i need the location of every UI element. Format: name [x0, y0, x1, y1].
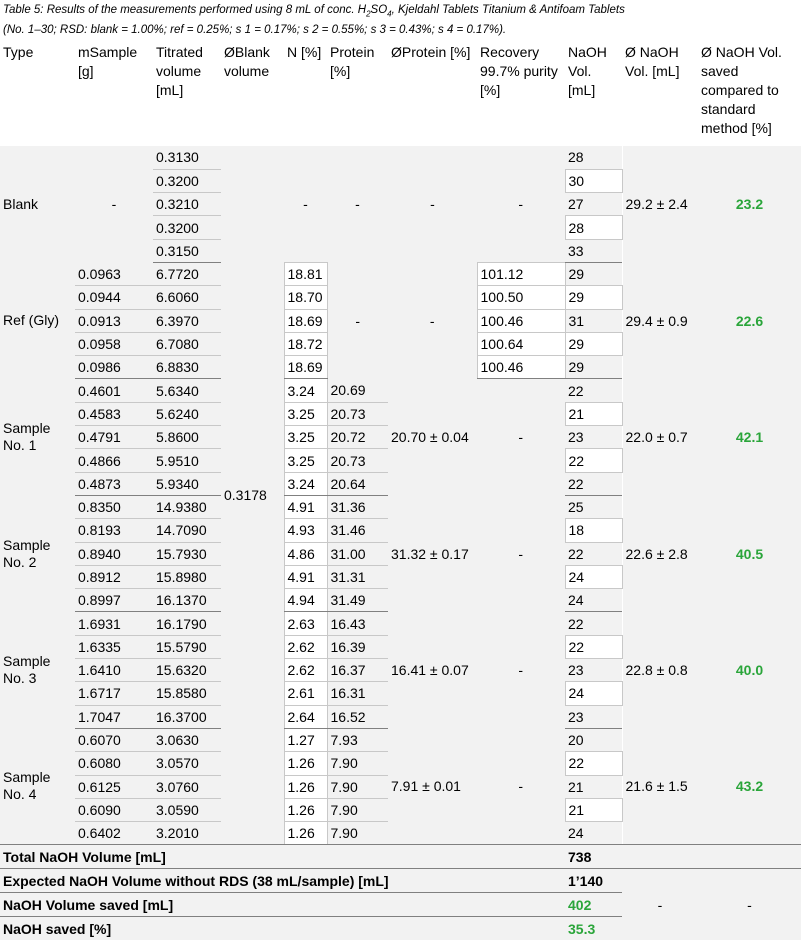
- naoh-vol-cell: 22: [565, 379, 622, 402]
- summary-empty: [622, 845, 801, 869]
- n-cell: 4.86: [284, 542, 327, 565]
- titrated-cell: 6.3970: [153, 309, 221, 332]
- summary-value: 1’140: [565, 869, 622, 893]
- naoh-saved-cell: 22.6: [698, 262, 801, 378]
- n-cell: 3.25: [284, 426, 327, 449]
- naoh-vol-cell: 27: [565, 193, 622, 216]
- protein-cell: 31.49: [327, 589, 388, 612]
- msample-cell: 1.6931: [75, 612, 153, 635]
- titrated-cell: 5.6340: [153, 379, 221, 402]
- msample-cell: 0.6402: [75, 822, 153, 845]
- header-type: Type: [3, 44, 34, 60]
- naoh-vol-cell: 22: [565, 752, 622, 775]
- titrated-cell: 16.1790: [153, 612, 221, 635]
- titrated-cell: 6.6060: [153, 286, 221, 309]
- summary-label: NaOH saved [%]: [0, 917, 565, 940]
- naoh-saved-cell: 23.2: [698, 146, 801, 262]
- recovery-cell: 100.46: [477, 356, 565, 379]
- msample-cell: 0.8350: [75, 495, 153, 518]
- naoh-vol-cell: 21: [565, 402, 622, 425]
- protein-cell: 31.46: [327, 519, 388, 542]
- msample-cell: 0.0986: [75, 356, 153, 379]
- msample-cell: 1.7047: [75, 705, 153, 728]
- titrated-cell: 5.8600: [153, 426, 221, 449]
- summary-row: [0, 869, 801, 893]
- avg-protein-cell: 31.32 ± 0.17: [388, 495, 477, 611]
- titrated-cell: 14.9380: [153, 495, 221, 518]
- header-blank: ØBlank volume: [224, 44, 270, 79]
- titrated-cell: 0.3200: [153, 169, 221, 192]
- titrated-cell: 6.8830: [153, 356, 221, 379]
- titrated-cell: 3.0760: [153, 775, 221, 798]
- protein-cell: 31.31: [327, 565, 388, 588]
- protein-cell: 7.90: [327, 752, 388, 775]
- row-type: Blank: [0, 146, 75, 262]
- n-cell: 3.25: [284, 402, 327, 425]
- summary-value: 35.3: [565, 917, 622, 940]
- naoh-vol-cell: 28: [565, 216, 622, 239]
- protein-cell: 16.37: [327, 659, 388, 682]
- n-cell: 2.64: [284, 705, 327, 728]
- titrated-cell: 6.7080: [153, 332, 221, 355]
- row-type: Sample No. 3: [0, 612, 75, 728]
- n-cell: 2.62: [284, 659, 327, 682]
- protein-cell: 16.39: [327, 635, 388, 658]
- naoh-vol-cell: 29: [565, 262, 622, 285]
- msample-cell: 0.0963: [75, 262, 153, 285]
- msample-cell: -: [75, 146, 153, 262]
- summary-label: Total NaOH Volume [mL]: [0, 845, 565, 869]
- msample-cell: 0.4601: [75, 379, 153, 402]
- titrated-cell: 0.3200: [153, 216, 221, 239]
- n-cell: 3.24: [284, 379, 327, 402]
- header-msample: mSample [g]: [78, 44, 138, 79]
- recovery-cell: 100.64: [477, 332, 565, 355]
- header-row: [0, 40, 801, 146]
- row-type: Sample No. 2: [0, 495, 75, 611]
- avg-naoh-cell: 21.6 ± 1.5: [622, 728, 698, 844]
- table-caption: Table 5: Results of the measurements performed using 8 mL of conc. $H_2SO_4$, Kjeldahl Tablets Titanium & Antifoam Tablets (No. 1–30; RSD: blank = 1.00%; ref = 0.25%; s 1 = 0.17%; s 2 = 0.55%; s 3 = 0.43%; s 4 = 0.17%).: [3, 4, 625, 37]
- recovery-cell: -: [477, 728, 565, 844]
- summary-saved-dash: -: [698, 869, 801, 940]
- titrated-cell: 15.8980: [153, 565, 221, 588]
- n-cell: 2.63: [284, 612, 327, 635]
- protein-cell: 7.93: [327, 728, 388, 751]
- n-cell: 4.93: [284, 519, 327, 542]
- header-saved: Ø NaOH Vol. saved compared to standard method [%]: [701, 44, 782, 136]
- naoh-vol-cell: 24: [565, 822, 622, 845]
- naoh-vol-cell: 18: [565, 519, 622, 542]
- summary-row: [0, 845, 801, 869]
- n-cell: 1.26: [284, 752, 327, 775]
- naoh-vol-cell: 28: [565, 146, 622, 169]
- n-cell: 1.26: [284, 798, 327, 821]
- table-row: [0, 612, 801, 635]
- titrated-cell: 3.0570: [153, 752, 221, 775]
- naoh-vol-cell: 23: [565, 705, 622, 728]
- naoh-vol-cell: 24: [565, 682, 622, 705]
- protein-cell: 16.52: [327, 705, 388, 728]
- avg-protein-cell: 20.70 ± 0.04: [388, 379, 477, 495]
- protein-cell: 20.72: [327, 426, 388, 449]
- summary-value: 738: [565, 845, 622, 869]
- header-avg-protein: ØProtein [%]: [391, 44, 471, 60]
- recovery-cell: -: [477, 612, 565, 728]
- table-row: [0, 728, 801, 751]
- protein-cell: -: [327, 146, 388, 262]
- avg-protein-cell: -: [388, 262, 477, 378]
- table-row: [0, 379, 801, 402]
- header-titrated: Titrated volume [mL]: [156, 44, 203, 98]
- row-type: Sample No. 1: [0, 379, 75, 495]
- n-cell: 18.70: [284, 286, 327, 309]
- header-protein: Protein [%]: [330, 44, 375, 79]
- naoh-saved-cell: 40.0: [698, 612, 801, 728]
- n-cell: 1.26: [284, 775, 327, 798]
- table-row: [0, 495, 801, 518]
- summary-avg-dash: -: [622, 869, 698, 940]
- avg-naoh-cell: 29.4 ± 0.9: [622, 262, 698, 378]
- titrated-cell: 3.0630: [153, 728, 221, 751]
- n-cell: 2.61: [284, 682, 327, 705]
- protein-cell: 7.90: [327, 822, 388, 845]
- msample-cell: 0.0958: [75, 332, 153, 355]
- n-cell: 18.81: [284, 262, 327, 285]
- titrated-cell: 14.7090: [153, 519, 221, 542]
- naoh-saved-cell: 42.1: [698, 379, 801, 495]
- msample-cell: 0.8997: [75, 589, 153, 612]
- n-cell: 2.62: [284, 635, 327, 658]
- n-cell: 1.27: [284, 728, 327, 751]
- n-cell: 3.24: [284, 472, 327, 495]
- avg-protein-cell: 16.41 ± 0.07: [388, 612, 477, 728]
- naoh-vol-cell: 29: [565, 332, 622, 355]
- recovery-cell: -: [477, 379, 565, 495]
- naoh-vol-cell: 24: [565, 565, 622, 588]
- results-table: [0, 40, 801, 940]
- msample-cell: 1.6410: [75, 659, 153, 682]
- titrated-cell: 15.7930: [153, 542, 221, 565]
- summary-label: NaOH Volume saved [mL]: [0, 893, 565, 917]
- n-cell: 18.72: [284, 332, 327, 355]
- msample-cell: 0.6090: [75, 798, 153, 821]
- avg-naoh-cell: 22.6 ± 2.8: [622, 495, 698, 611]
- row-type: Sample No. 4: [0, 728, 75, 844]
- msample-cell: 0.8912: [75, 565, 153, 588]
- titrated-cell: 0.3130: [153, 146, 221, 169]
- avg-naoh-cell: 22.0 ± 0.7: [622, 379, 698, 495]
- recovery-cell: -: [477, 146, 565, 262]
- recovery-cell: 101.12: [477, 262, 565, 285]
- naoh-saved-cell: 43.2: [698, 728, 801, 844]
- protein-cell: 20.64: [327, 472, 388, 495]
- protein-cell: 20.73: [327, 402, 388, 425]
- titrated-cell: 6.7720: [153, 262, 221, 285]
- naoh-vol-cell: 29: [565, 356, 622, 379]
- naoh-vol-cell: 20: [565, 728, 622, 751]
- protein-cell: 20.73: [327, 449, 388, 472]
- n-cell: -: [284, 146, 327, 262]
- titrated-cell: 5.9510: [153, 449, 221, 472]
- row-type: Ref (Gly): [0, 262, 75, 378]
- titrated-cell: 15.6320: [153, 659, 221, 682]
- msample-cell: 1.6717: [75, 682, 153, 705]
- naoh-vol-cell: 22: [565, 635, 622, 658]
- avg-protein-cell: 7.91 ± 0.01: [388, 728, 477, 844]
- naoh-vol-cell: 23: [565, 659, 622, 682]
- protein-cell: 31.36: [327, 495, 388, 518]
- titrated-cell: 16.1370: [153, 589, 221, 612]
- header-naoh-vol: NaOH Vol. [mL]: [568, 44, 607, 98]
- naoh-vol-cell: 22: [565, 472, 622, 495]
- titrated-cell: 16.3700: [153, 705, 221, 728]
- naoh-vol-cell: 30: [565, 169, 622, 192]
- n-cell: 4.91: [284, 495, 327, 518]
- n-cell: 4.94: [284, 589, 327, 612]
- msample-cell: 0.6080: [75, 752, 153, 775]
- n-cell: 3.25: [284, 449, 327, 472]
- protein-cell: 7.90: [327, 775, 388, 798]
- titrated-cell: 5.6240: [153, 402, 221, 425]
- msample-cell: 0.6125: [75, 775, 153, 798]
- titrated-cell: 3.0590: [153, 798, 221, 821]
- header-avg-naoh: Ø NaOH Vol. [mL]: [625, 44, 680, 79]
- protein-cell: 7.90: [327, 798, 388, 821]
- msample-cell: 0.4866: [75, 449, 153, 472]
- naoh-vol-cell: 22: [565, 449, 622, 472]
- naoh-vol-cell: 29: [565, 286, 622, 309]
- avg-naoh-cell: 29.2 ± 2.4: [622, 146, 698, 262]
- avg-protein-cell: -: [388, 146, 477, 262]
- naoh-vol-cell: 22: [565, 612, 622, 635]
- n-cell: 18.69: [284, 309, 327, 332]
- naoh-vol-cell: 21: [565, 798, 622, 821]
- n-cell: 18.69: [284, 356, 327, 379]
- naoh-vol-cell: 21: [565, 775, 622, 798]
- titrated-cell: 0.3210: [153, 193, 221, 216]
- msample-cell: 1.6335: [75, 635, 153, 658]
- msample-cell: 0.0944: [75, 286, 153, 309]
- msample-cell: 0.4791: [75, 426, 153, 449]
- msample-cell: 0.6070: [75, 728, 153, 751]
- summary-value: 402: [565, 893, 622, 917]
- n-cell: 1.26: [284, 822, 327, 845]
- summary-label: Expected NaOH Volume without RDS (38 mL/sample) [mL]: [0, 869, 565, 893]
- naoh-vol-cell: 22: [565, 542, 622, 565]
- table-row: [0, 262, 801, 285]
- msample-cell: 0.4873: [75, 472, 153, 495]
- naoh-saved-cell: 40.5: [698, 495, 801, 611]
- header-recovery: Recovery 99.7% purity [%]: [480, 44, 558, 98]
- naoh-vol-cell: 31: [565, 309, 622, 332]
- protein-cell: 31.00: [327, 542, 388, 565]
- table-row: [0, 146, 801, 169]
- titrated-cell: 5.9340: [153, 472, 221, 495]
- blank-volume-cell: 0.3178: [221, 146, 284, 845]
- msample-cell: 0.0913: [75, 309, 153, 332]
- titrated-cell: 15.8580: [153, 682, 221, 705]
- msample-cell: 0.8193: [75, 519, 153, 542]
- titrated-cell: 15.5790: [153, 635, 221, 658]
- protein-cell: 20.69: [327, 379, 388, 402]
- protein-cell: 16.31: [327, 682, 388, 705]
- n-cell: 4.91: [284, 565, 327, 588]
- recovery-cell: 100.46: [477, 309, 565, 332]
- naoh-vol-cell: 33: [565, 239, 622, 262]
- titrated-cell: 0.3150: [153, 239, 221, 262]
- avg-naoh-cell: 22.8 ± 0.8: [622, 612, 698, 728]
- protein-cell: 16.43: [327, 612, 388, 635]
- naoh-vol-cell: 23: [565, 426, 622, 449]
- naoh-vol-cell: 25: [565, 495, 622, 518]
- msample-cell: 0.8940: [75, 542, 153, 565]
- protein-cell: -: [327, 262, 388, 378]
- naoh-vol-cell: 24: [565, 589, 622, 612]
- titrated-cell: 3.2010: [153, 822, 221, 845]
- header-n: N [%]: [287, 44, 322, 60]
- recovery-cell: 100.50: [477, 286, 565, 309]
- msample-cell: 0.4583: [75, 402, 153, 425]
- recovery-cell: -: [477, 495, 565, 611]
